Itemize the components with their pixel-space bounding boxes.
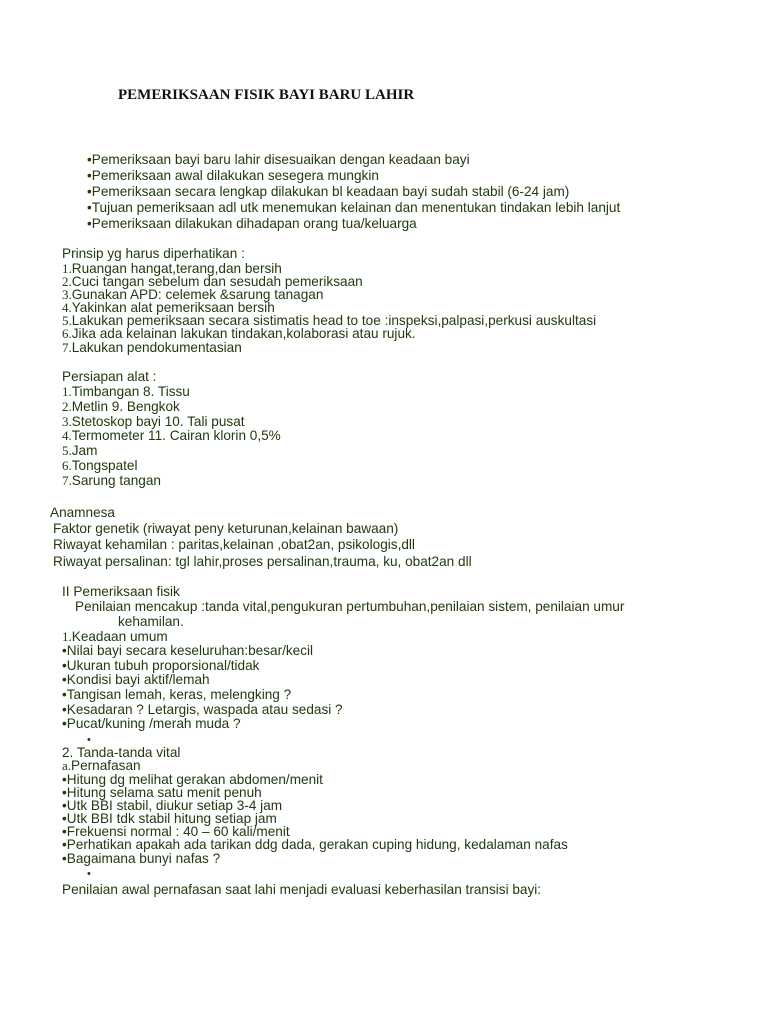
persiapan-item (62, 399, 180, 415)
list-number: 2. (62, 274, 72, 289)
keadaan-item: •Pucat/kuning /merah muda ? (62, 716, 241, 731)
keadaan-item: •Kesadaran ? Letargis, waspada atau sedasi ? (62, 702, 343, 717)
tanda-vital-heading: 2. Tanda-tanda vital (62, 745, 181, 760)
pernafasan-item: •Utk BBI stabil, diukur setiap 3-4 jam (62, 798, 283, 813)
document-title: PEMERIKSAAN FISIK BAYI BARU LAHIR (118, 87, 415, 103)
list-number: 4. (62, 300, 72, 315)
list-text: Timbangan 8. Tissu (71, 384, 190, 399)
intro-bullet: •Pemeriksaan dilakukan dihadapan orang tua/keluarga (87, 216, 417, 231)
intro-bullet: •Pemeriksaan bayi baru lahir disesuaikan dengan keadaan bayi (87, 152, 470, 167)
list-number: 1. (62, 629, 72, 644)
persiapan-item (62, 458, 138, 474)
list-text: Jika ada kelainan lakukan tindakan,kolaborasi atau rujuk. (71, 326, 416, 341)
list-text: Stetoskop bayi 10. Tali pusat (71, 414, 245, 429)
list-text: Metlin 9. Bengkok (71, 399, 180, 414)
list-number: 5. (62, 313, 72, 328)
list-text: Keadaan umum (71, 629, 168, 644)
list-text: Lakukan pendokumentasian (71, 340, 242, 355)
pernafasan-item: •Frekuensi normal : 40 – 60 kali/menit (62, 824, 290, 839)
list-number: a. (62, 758, 72, 773)
prinsip-item (62, 327, 416, 341)
intro-bullet: •Pemeriksaan secara lengkap dilakukan bl keadaan bayi sudah stabil (6-24 jam) (87, 184, 570, 199)
keadaan-item: •Ukuran tubuh proporsional/tidak (62, 658, 260, 673)
pernafasan-item: •Hitung selama satu menit penuh (62, 785, 262, 800)
list-number: 6. (62, 458, 72, 473)
prinsip-heading: Prinsip yg harus diperhatikan : (62, 246, 245, 261)
list-text: Pernafasan (71, 758, 141, 773)
fisik-heading: II Pemeriksaan fisik (62, 584, 180, 599)
intro-bullet: •Tujuan pemeriksaan adl utk menemukan kelainan dan menentukan tindakan lebih lanjut (87, 200, 621, 215)
pernafasan-item: •Perhatikan apakah ada tarikan ddg dada, gerakan cuping hidung, kedalaman nafas (62, 837, 568, 852)
list-number: 7. (62, 473, 72, 488)
list-text: Cuci tangan sebelum dan sesudah pemeriksaan (71, 274, 363, 289)
pernafasan-heading (62, 759, 141, 773)
list-text: Gunakan APD: celemek &sarung tanagan (71, 287, 324, 302)
closing-line: Penilaian awal pernafasan saat lahi menjadi evaluasi keberhasilan transisi bayi: (62, 882, 542, 897)
list-number: 6. (62, 326, 72, 341)
list-text: Tongspatel (71, 458, 138, 473)
list-number: 1. (62, 384, 72, 399)
persiapan-item (62, 384, 190, 400)
list-text: Sarung tangan (71, 473, 161, 488)
persiapan-heading: Persiapan alat : (62, 369, 157, 384)
fisik-description: Penilaian mencakup :tanda vital,pengukuran pertumbuhan,penilaian sistem, penilaian umur (75, 599, 625, 614)
list-number: 7. (62, 340, 72, 355)
anamnesa-item: Riwayat persalinan: tgl lahir,proses persalinan,trauma, ku, obat2an dll (53, 554, 472, 569)
empty-bullet: • (87, 868, 91, 880)
list-number: 3. (62, 414, 72, 429)
list-number: 3. (62, 287, 72, 302)
list-text: Lakukan pemeriksaan secara sistimatis head to toe :inspeksi,palpasi,perkusi auskultasi (71, 313, 597, 328)
list-text: Jam (71, 443, 98, 458)
pernafasan-item: •Utk BBI tdk stabil hitung setiap jam (62, 811, 277, 826)
prinsip-item (62, 341, 242, 355)
list-number: 1. (62, 261, 72, 276)
keadaan-item: •Nilai bayi secara keseluruhan:besar/kecil (62, 643, 314, 658)
empty-bullet: • (87, 734, 91, 746)
list-number: 4. (62, 428, 72, 443)
persiapan-item (62, 428, 281, 444)
anamnesa-heading: Anamnesa (50, 505, 115, 520)
persiapan-item (62, 473, 161, 489)
list-text: Ruangan hangat,terang,dan bersih (71, 261, 282, 276)
fisik-description-cont: kehamilan. (118, 614, 184, 629)
anamnesa-item: Faktor genetik (riwayat peny keturunan,kelainan bawaan) (53, 521, 399, 536)
list-number: 2. (62, 399, 72, 414)
list-number: 5. (62, 443, 72, 458)
intro-bullet: •Pemeriksaan awal dilakukan sesegera mungkin (87, 168, 379, 183)
anamnesa-item: Riwayat kehamilan : paritas,kelainan ,obat2an, psikologis,dll (53, 537, 415, 552)
pernafasan-item: •Bagaimana bunyi nafas ? (62, 851, 221, 866)
list-text: Yakinkan alat pemeriksaan bersih (71, 300, 275, 315)
persiapan-item (62, 443, 97, 459)
keadaan-item: •Tangisan lemah, keras, melengking ? (62, 687, 292, 702)
pernafasan-item: •Hitung dg melihat gerakan abdomen/menit (62, 772, 323, 787)
list-text: Termometer 11. Cairan klorin 0,5% (71, 428, 281, 443)
keadaan-item: •Kondisi bayi aktif/lemah (62, 672, 210, 687)
